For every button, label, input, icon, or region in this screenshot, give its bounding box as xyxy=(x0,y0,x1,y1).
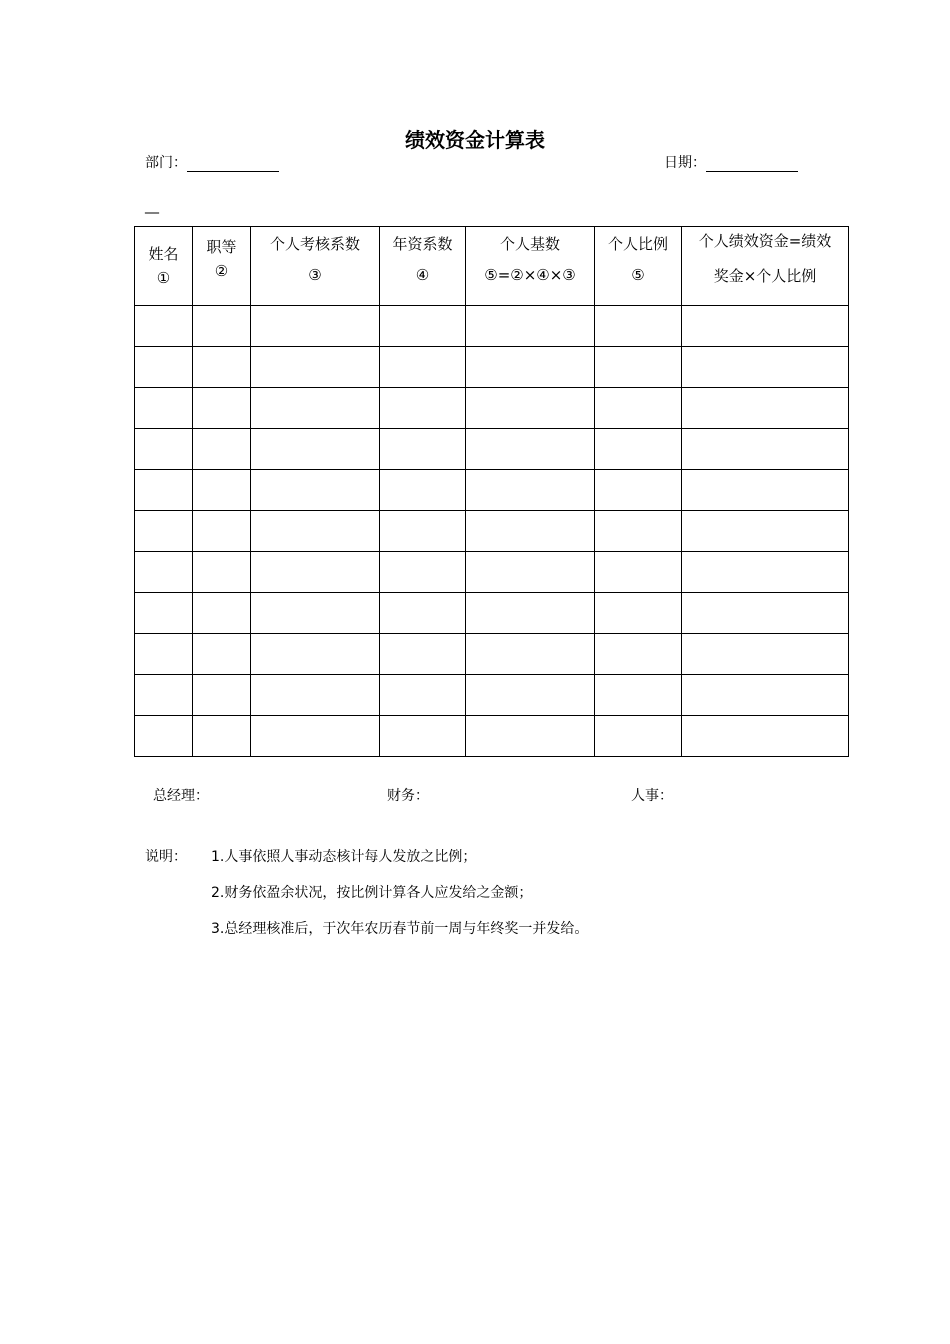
table-cell[interactable] xyxy=(380,347,466,388)
table-cell[interactable] xyxy=(251,306,380,347)
column-header-performance-fund: 个人绩效资金=绩效 奖金×个人比例 xyxy=(682,227,849,306)
table-cell[interactable] xyxy=(193,593,251,634)
table-cell[interactable] xyxy=(682,388,849,429)
table-row xyxy=(135,470,849,511)
table-cell[interactable] xyxy=(251,675,380,716)
table-cell[interactable] xyxy=(595,716,682,757)
table-cell[interactable] xyxy=(193,429,251,470)
table-cell[interactable] xyxy=(135,593,193,634)
table-cell[interactable] xyxy=(251,347,380,388)
table-cell[interactable] xyxy=(380,306,466,347)
table-row xyxy=(135,593,849,634)
table-cell[interactable] xyxy=(682,306,849,347)
table-cell[interactable] xyxy=(135,511,193,552)
date-field xyxy=(664,152,798,172)
table-cell[interactable] xyxy=(135,306,193,347)
table-cell[interactable] xyxy=(380,634,466,675)
table-cell[interactable] xyxy=(595,306,682,347)
table-cell[interactable] xyxy=(466,470,595,511)
column-header-name: 姓名 ① xyxy=(135,227,193,306)
note-item-1: 1.人事依照人事动态核计每人发放之比例； xyxy=(211,849,477,865)
department-label: 部门： xyxy=(145,155,187,171)
table-cell[interactable] xyxy=(595,388,682,429)
performance-fund-table xyxy=(134,226,849,757)
table-cell[interactable] xyxy=(682,429,849,470)
table-cell[interactable] xyxy=(682,593,849,634)
date-blank[interactable] xyxy=(706,157,798,172)
table-cell[interactable] xyxy=(466,388,595,429)
table-cell[interactable] xyxy=(251,429,380,470)
note-item-2: 2.财务依盈余状况，按比例计算各人应发给之金额； xyxy=(211,885,533,901)
table-cell[interactable] xyxy=(595,634,682,675)
table-cell[interactable] xyxy=(595,511,682,552)
table-row xyxy=(135,716,849,757)
table-cell[interactable] xyxy=(135,347,193,388)
table-cell[interactable] xyxy=(380,716,466,757)
table-cell[interactable] xyxy=(193,306,251,347)
table-cell[interactable] xyxy=(193,634,251,675)
table-cell[interactable] xyxy=(380,470,466,511)
table-cell[interactable] xyxy=(595,593,682,634)
table-cell[interactable] xyxy=(595,675,682,716)
table-cell[interactable] xyxy=(135,716,193,757)
table-row xyxy=(135,306,849,347)
table-cell[interactable] xyxy=(682,347,849,388)
table-cell[interactable] xyxy=(251,552,380,593)
table-cell[interactable] xyxy=(466,511,595,552)
finance-signature-label: 财务： xyxy=(387,788,429,804)
document-title: 绩效资金计算表 xyxy=(405,128,545,152)
table-cell[interactable] xyxy=(380,593,466,634)
table-cell[interactable] xyxy=(380,388,466,429)
date-label: 日期： xyxy=(664,155,706,171)
table-cell[interactable] xyxy=(193,511,251,552)
notes-label: 说明： xyxy=(145,849,187,865)
column-header-grade: 职等 ② xyxy=(193,227,251,306)
column-header-seniority-coefficient: 年资系数 ④ xyxy=(380,227,466,306)
table-body xyxy=(135,306,849,757)
column-header-assessment-coefficient: 个人考核系数 ③ xyxy=(251,227,380,306)
hr-signature-label: 人事： xyxy=(631,788,673,804)
general-manager-signature-label: 总经理： xyxy=(153,788,209,804)
table-cell[interactable] xyxy=(466,552,595,593)
department-blank[interactable] xyxy=(187,157,279,172)
table-cell[interactable] xyxy=(682,634,849,675)
column-header-personal-ratio: 个人比例 ⑤ xyxy=(595,227,682,306)
table-cell[interactable] xyxy=(682,716,849,757)
stray-underline: __ xyxy=(145,198,159,214)
table-cell[interactable] xyxy=(135,552,193,593)
table-row xyxy=(135,347,849,388)
note-item-3: 3.总经理核准后，于次年农历春节前一周与年终奖一并发给。 xyxy=(211,921,589,937)
table-cell[interactable] xyxy=(595,552,682,593)
table-cell[interactable] xyxy=(251,634,380,675)
table-cell[interactable] xyxy=(682,552,849,593)
table-cell[interactable] xyxy=(380,675,466,716)
table-cell[interactable] xyxy=(466,347,595,388)
table-cell[interactable] xyxy=(193,470,251,511)
table-cell[interactable] xyxy=(135,470,193,511)
table-row xyxy=(135,675,849,716)
table-row xyxy=(135,634,849,675)
table-cell[interactable] xyxy=(595,470,682,511)
table-cell[interactable] xyxy=(251,511,380,552)
table-cell[interactable] xyxy=(682,470,849,511)
table-cell[interactable] xyxy=(682,675,849,716)
table-cell[interactable] xyxy=(135,675,193,716)
table-cell[interactable] xyxy=(251,388,380,429)
table-cell[interactable] xyxy=(193,388,251,429)
table-cell[interactable] xyxy=(595,429,682,470)
table-row xyxy=(135,552,849,593)
table-cell[interactable] xyxy=(380,511,466,552)
table-cell[interactable] xyxy=(595,347,682,388)
table-cell[interactable] xyxy=(682,511,849,552)
table-cell[interactable] xyxy=(193,675,251,716)
table-cell[interactable] xyxy=(135,388,193,429)
table-cell[interactable] xyxy=(193,716,251,757)
table-header-row xyxy=(135,227,849,306)
table-cell[interactable] xyxy=(251,716,380,757)
table-cell[interactable] xyxy=(193,552,251,593)
table-row xyxy=(135,388,849,429)
table-cell[interactable] xyxy=(251,470,380,511)
table-cell[interactable] xyxy=(466,634,595,675)
table-cell[interactable] xyxy=(466,716,595,757)
table-cell[interactable] xyxy=(380,429,466,470)
table-cell[interactable] xyxy=(251,593,380,634)
table-cell[interactable] xyxy=(380,552,466,593)
table-cell[interactable] xyxy=(466,593,595,634)
table-cell[interactable] xyxy=(135,429,193,470)
table-cell[interactable] xyxy=(466,306,595,347)
table-cell[interactable] xyxy=(466,429,595,470)
table-row xyxy=(135,429,849,470)
column-header-personal-base: 个人基数 ⑤=②×④×③ xyxy=(466,227,595,306)
table-cell[interactable] xyxy=(193,347,251,388)
table-cell[interactable] xyxy=(466,675,595,716)
table-cell[interactable] xyxy=(135,634,193,675)
table-row xyxy=(135,511,849,552)
department-field xyxy=(145,152,279,172)
